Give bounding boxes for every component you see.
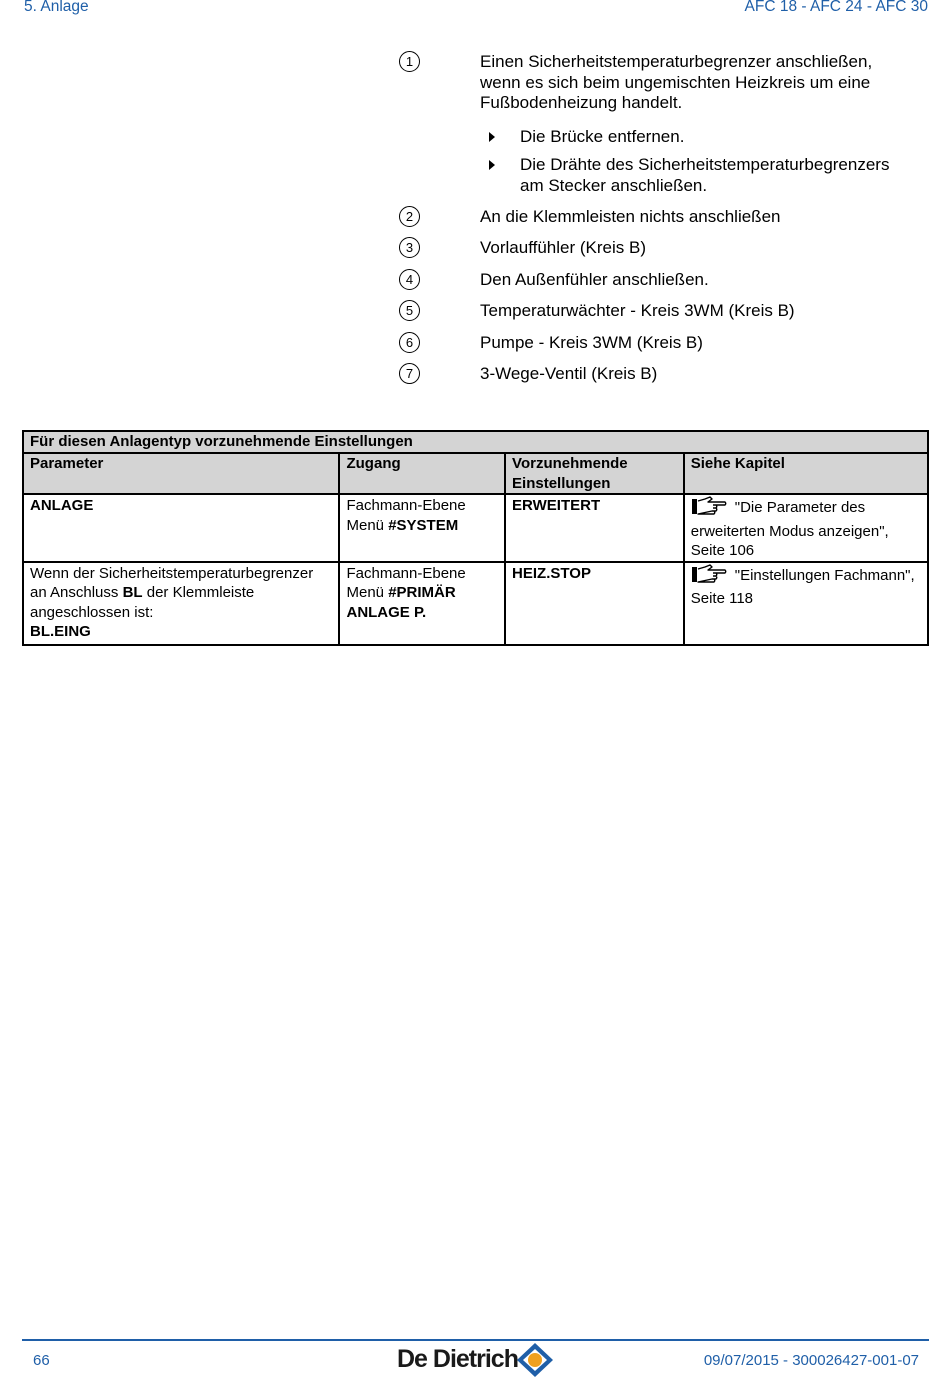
- zugang-menu-prefix: Menü: [346, 516, 389, 534]
- zugang-menu-name: #PRIMÄR ANLAGE P.: [346, 584, 456, 621]
- item-text-line: wenn es sich beim ungemischten Heizkreis um eine: [480, 72, 871, 92]
- item-text-7: 3-Wege-Ventil (Kreis B): [480, 364, 658, 383]
- subitem-text: [520, 155, 920, 196]
- zugang-menu-name: #SYSTEM: [388, 516, 459, 534]
- item-text-3: Vorlauffühler (Kreis B): [480, 238, 646, 257]
- document-reference: 09/07/2015 - 300026427-001-07: [703, 1352, 919, 1369]
- parameter-text-cont: der Klemmleiste angeschlossen ist:: [30, 584, 255, 621]
- table-row: [23, 562, 928, 645]
- kapitel-reference: "Die Parameter des erweiterten Modus anzeigen", Seite 106: [690, 499, 889, 559]
- header-section: 5. Anlage: [24, 0, 89, 15]
- cell-zugang: [339, 562, 505, 645]
- cell-einstellung: ERWEITERT: [505, 494, 684, 562]
- cell-kapitel[interactable]: [684, 494, 928, 562]
- table-caption: Für diesen Anlagentyp vorzunehmende Einstellungen: [23, 431, 928, 453]
- parameter-connector: BL: [122, 584, 143, 601]
- item-text-line: Fußbodenheizung handelt.: [480, 93, 683, 112]
- cell-zugang: [339, 494, 505, 562]
- column-header-einstellungen: Vorzunehmende Einstellungen: [505, 453, 684, 494]
- header-models: AFC 18 - AFC 24 - AFC 30: [744, 0, 928, 15]
- item-number-4: 4: [399, 269, 420, 290]
- cell-parameter: [23, 562, 339, 645]
- item-number-3: 3: [399, 237, 420, 258]
- table-header-row: [23, 453, 928, 494]
- item-text-6: Pumpe - Kreis 3WM (Kreis B): [480, 333, 703, 352]
- footer-divider: [22, 1339, 929, 1341]
- item-number-7: 7: [399, 363, 420, 384]
- subitem-text: Die Brücke entfernen.: [520, 127, 685, 146]
- kapitel-reference: "Einstellungen Fachmann", Seite 118: [690, 566, 915, 607]
- settings-table: [22, 430, 929, 646]
- parameter-text: Wenn der Sicherheitstemperaturbegrenzer an Anschluss: [30, 564, 314, 601]
- item-text-line: Einen Sicherheitstemperaturbegrenzer anschließen,: [480, 52, 873, 71]
- item-number-2: 2: [399, 206, 420, 227]
- pointing-hand-icon: [691, 496, 727, 522]
- item-text-1: [480, 52, 920, 114]
- column-header-parameter: Parameter: [23, 453, 339, 494]
- cell-kapitel[interactable]: [684, 562, 928, 645]
- subitem-text-line: am Stecker anschließen.: [520, 175, 708, 195]
- column-header-zugang: Zugang: [339, 453, 505, 494]
- subitem-text-line: Die Drähte des Sicherheitstemperaturbegrenzers: [520, 155, 890, 174]
- table-row: [23, 494, 928, 562]
- item-text-4: Den Außenfühler anschließen.: [480, 270, 709, 289]
- column-header-kapitel: Siehe Kapitel: [684, 453, 928, 494]
- cell-einstellung: HEIZ.STOP: [505, 562, 684, 645]
- zugang-menu-prefix: Menü: [346, 584, 389, 601]
- page-number: 66: [33, 1352, 50, 1369]
- zugang-level: Fachmann-Ebene: [346, 564, 466, 582]
- cell-parameter: ANLAGE: [23, 494, 339, 562]
- parameter-name: BL.EING: [30, 623, 91, 640]
- item-text-2: An die Klemmleisten nichts anschließen: [480, 207, 781, 226]
- item-number-5: 5: [399, 300, 420, 321]
- table-caption-row: [23, 431, 928, 453]
- bullet-arrow-icon: [489, 160, 495, 170]
- brand-name: De Dietrich: [397, 1345, 518, 1373]
- item-number-6: 6: [399, 332, 420, 353]
- bullet-arrow-icon: [489, 132, 495, 142]
- item-text-5: Temperaturwächter - Kreis 3WM (Kreis B): [480, 301, 795, 320]
- item-number-1: 1: [399, 51, 420, 72]
- pointing-hand-icon: [691, 564, 727, 590]
- diamond-logo-icon: [515, 1342, 555, 1383]
- zugang-level: Fachmann-Ebene: [346, 497, 466, 514]
